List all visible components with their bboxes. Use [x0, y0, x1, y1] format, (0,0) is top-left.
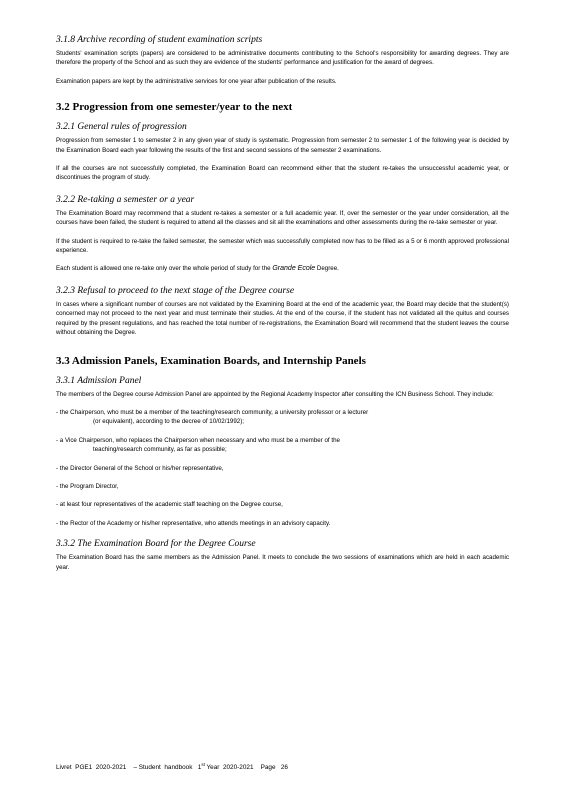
paragraph — [56, 264, 509, 273]
list-item-text: - a Vice Chairperson, who replaces the Chairperson when necessary and who must be a member of the — [56, 436, 340, 444]
section-3-1-8 — [56, 34, 509, 86]
list-item — [56, 519, 509, 528]
emphasis-text: Grande Ecole — [272, 265, 316, 273]
list-item — [56, 408, 509, 427]
list-item-text: - at least four representatives of the academic staff teaching on the Degree course, — [56, 501, 283, 509]
section-heading: 3.2.3 Refusal to proceed to the next stage of the Degree course — [56, 285, 295, 296]
list-item — [56, 464, 509, 473]
paragraph: The Examination Board may recommend that a student re-takes a semester or a full academic year. If, over the semester or the year under consideration, all the courses have been failed, the student is required to attend all the classes and sit all the examinations and other assessments during the re-take semester or year. — [56, 209, 509, 227]
paragraph: The Examination Board has the same members as the Admission Panel. It meets to conclude the two sessions of examinations which are held in each academic year. — [56, 554, 509, 571]
section-heading: 3.3.1 Admission Panel — [56, 375, 142, 386]
paragraph: In cases where a significant number of courses are not validated by the Examining Board at the end of the academic year, the Board may decide that the student(s) concerned may not proceed to the next year and must terminate their studies. At the end of the course, if the student has not validated all the quitus and courses required by the present regulations, and has reached the total number of re-registrations, the Examination Board will recommend that the student leaves the course without obtaining the Degree. — [56, 300, 509, 337]
paragraph: Progression from semester 1 to semester 2 in any given year of study is systematic. Progression from semester 2 to semester 1 of the following year is decided by the Examination Board each year following the results of the first and second sessions of the semester 2 examinations. — [56, 137, 509, 154]
footer-superscript: st — [201, 762, 205, 767]
paragraph: Examination papers are kept by the administrative services for one year after publication of the results. — [56, 77, 337, 85]
footer-left: Livret PGE1 2020-2021 – Student handbook 1 — [56, 764, 202, 772]
section-heading: 3.3.2 The Examination Board for the Degree Course — [56, 539, 256, 550]
list-item-continuation: (or equivalent), according to the decree of 10/02/1992); — [93, 418, 245, 426]
paragraph: If all the courses are not successfully completed, the Examination Board can recommend either that the student re-takes the unsuccessful academic year, or discontinues the program of study. — [56, 165, 509, 182]
section-3-2-3 — [56, 285, 509, 338]
list-item-text: - the Director General of the School or his/her representative, — [56, 464, 224, 472]
list-item — [56, 436, 509, 455]
section-heading: 3.3 Admission Panels, Examination Boards, and Internship Panels — [56, 354, 366, 367]
list-item-text: - the Program Director, — [56, 482, 119, 490]
section-heading: 3.2 Progression from one semester/year to the next — [56, 101, 293, 114]
section-heading: 3.2.2 Re-taking a semester or a year — [56, 194, 195, 205]
text-run: Degree. — [315, 265, 339, 273]
section-3-2-1 — [56, 121, 509, 183]
section-3-3-2 — [56, 538, 509, 572]
text-run: Each student is allowed one re-take only over the whole period of study for the — [56, 265, 273, 273]
paragraph: If the student is required to re-take the failed semester, the semester which was successfully completed now has to be filled as a 5 or 6 month approved professional experience. — [56, 237, 509, 255]
footer-right: Year 2020-2021 Page 26 — [204, 764, 288, 772]
list-item — [56, 482, 509, 491]
list-item-text: - the Rector of the Academy or his/her representative, who attends meetings in an advisory capacity. — [56, 519, 331, 527]
section-3-3-1 — [56, 375, 509, 529]
list-item — [56, 500, 509, 509]
page-footer — [56, 762, 288, 771]
paragraph: Students' examination scripts (papers) are considered to be administrative documents contributing to the School's responsibility for awarding degrees. They are therefore the property of the School and as such they are evidence of the students' performance and justification for the award of degrees. — [56, 50, 509, 67]
section-heading: 3.2.1 General rules of progression — [56, 122, 187, 133]
section-3-2-2 — [56, 194, 509, 274]
section-heading: 3.1.8 Archive recording of student examination scripts — [56, 35, 263, 45]
list-item-text: - the Chairperson, who must be a member of the teaching/research community, a university professor or a lecturer — [56, 408, 369, 416]
paragraph: The members of the Degree course Admission Panel are appointed by the Regional Academy Inspector after consulting the ICN Business School. They include: — [56, 390, 494, 398]
list-item-continuation: teaching/research community, as far as possible; — [93, 446, 227, 454]
document-page — [56, 34, 509, 572]
